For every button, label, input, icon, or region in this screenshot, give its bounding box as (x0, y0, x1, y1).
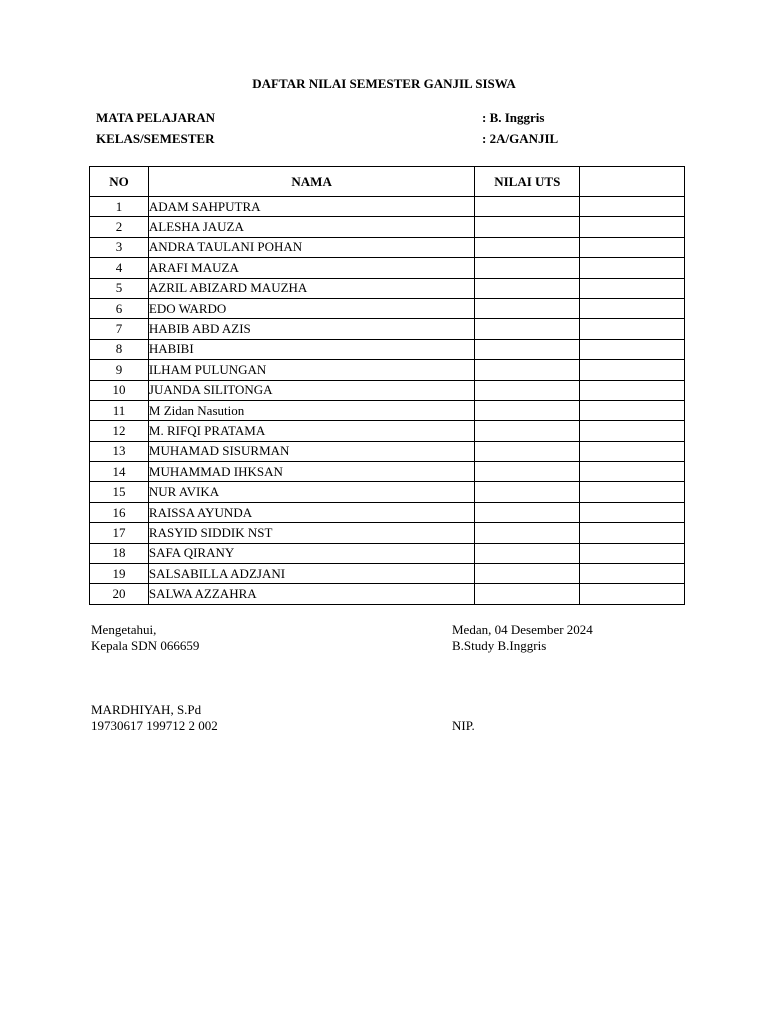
uts-score-cell (475, 298, 580, 318)
extra-cell (580, 523, 685, 543)
student-name: M Zidan Nasution (148, 400, 474, 420)
table-row (90, 217, 685, 237)
extra-cell (580, 543, 685, 563)
table-row (90, 258, 685, 278)
subject-value: : B. Inggris (482, 110, 545, 125)
student-name: SALWA AZZAHRA (148, 584, 474, 604)
row-number: 11 (90, 400, 149, 420)
header-nilai-uts: NILAI UTS (475, 167, 580, 197)
table-row (90, 441, 685, 461)
extra-cell (580, 502, 685, 522)
uts-score-cell (475, 258, 580, 278)
row-number: 9 (90, 360, 149, 380)
table-row (90, 380, 685, 400)
extra-cell (580, 441, 685, 461)
uts-score-cell (475, 360, 580, 380)
uts-score-cell (475, 584, 580, 604)
row-number: 13 (90, 441, 149, 461)
table-row (90, 421, 685, 441)
row-number: 10 (90, 380, 149, 400)
extra-cell (580, 278, 685, 298)
table-row (90, 564, 685, 584)
table-row (90, 339, 685, 359)
row-number: 19 (90, 564, 149, 584)
extra-cell (580, 319, 685, 339)
row-number: 8 (90, 339, 149, 359)
student-name: HABIBI (148, 339, 474, 359)
uts-score-cell (475, 237, 580, 257)
teacher-signature (452, 718, 475, 734)
student-name: ILHAM PULUNGAN (148, 360, 474, 380)
extra-cell (580, 564, 685, 584)
uts-score-cell (475, 482, 580, 502)
extra-cell (580, 298, 685, 318)
uts-score-cell (475, 217, 580, 237)
headmaster-title: Kepala SDN 066659 (91, 638, 200, 653)
student-name: ALESHA JAUZA (148, 217, 474, 237)
student-name: JUANDA SILITONGA (148, 380, 474, 400)
class-value: : 2A/GANJIL (482, 131, 559, 146)
student-name: MUHAMAD SISURMAN (148, 441, 474, 461)
table-row (90, 400, 685, 420)
row-number: 2 (90, 217, 149, 237)
extra-cell (580, 197, 685, 217)
teacher-nip: NIP. (452, 718, 475, 733)
uts-score-cell (475, 523, 580, 543)
row-number: 3 (90, 237, 149, 257)
student-name: SALSABILLA ADZJANI (148, 564, 474, 584)
subject-row (96, 110, 696, 128)
table-row (90, 298, 685, 318)
student-name: RASYID SIDDIK NST (148, 523, 474, 543)
student-name: ARAFI MAUZA (148, 258, 474, 278)
uts-score-cell (475, 400, 580, 420)
uts-score-cell (475, 197, 580, 217)
extra-cell (580, 237, 685, 257)
table-row (90, 237, 685, 257)
student-name: NUR AVIKA (148, 482, 474, 502)
extra-cell (580, 339, 685, 359)
table-row (90, 543, 685, 563)
table-row (90, 319, 685, 339)
uts-score-cell (475, 441, 580, 461)
extra-cell (580, 258, 685, 278)
student-name: ADAM SAHPUTRA (148, 197, 474, 217)
extra-cell (580, 584, 685, 604)
class-label: KELAS/SEMESTER (96, 131, 215, 146)
student-name: M. RIFQI PRATAMA (148, 421, 474, 441)
header-no: NO (90, 167, 149, 197)
extra-cell (580, 217, 685, 237)
uts-score-cell (475, 421, 580, 441)
student-name: MUHAMMAD IHKSAN (148, 462, 474, 482)
uts-score-cell (475, 543, 580, 563)
row-number: 6 (90, 298, 149, 318)
student-name: SAFA QIRANY (148, 543, 474, 563)
document-title: DAFTAR NILAI SEMESTER GANJIL SISWA (252, 76, 516, 91)
table-row (90, 523, 685, 543)
header-nama: NAMA (148, 167, 474, 197)
uts-score-cell (475, 380, 580, 400)
headmaster-signature (91, 702, 218, 734)
table-header-row (90, 167, 685, 197)
table-row (90, 360, 685, 380)
uts-score-cell (475, 502, 580, 522)
table-row (90, 482, 685, 502)
place-date-block (452, 622, 593, 654)
class-row (96, 131, 696, 149)
uts-score-cell (475, 462, 580, 482)
subject-label: MATA PELAJARAN (96, 110, 216, 125)
teacher-title: B.Study B.Inggris (452, 638, 547, 653)
header-extra (580, 167, 685, 197)
uts-score-cell (475, 339, 580, 359)
student-name: EDO WARDO (148, 298, 474, 318)
extra-cell (580, 380, 685, 400)
extra-cell (580, 421, 685, 441)
uts-score-cell (475, 319, 580, 339)
student-name: RAISSA AYUNDA (148, 502, 474, 522)
headmaster-nip: 19730617 199712 2 002 (91, 718, 218, 733)
row-number: 15 (90, 482, 149, 502)
table-row (90, 502, 685, 522)
uts-score-cell (475, 278, 580, 298)
row-number: 1 (90, 197, 149, 217)
student-name: AZRIL ABIZARD MAUZHA (148, 278, 474, 298)
student-name: ANDRA TAULANI POHAN (148, 237, 474, 257)
acknowledgement-block (91, 622, 199, 654)
place-date: Medan, 04 Desember 2024 (452, 622, 593, 637)
student-name: HABIB ABD AZIS (148, 319, 474, 339)
table-row (90, 584, 685, 604)
row-number: 20 (90, 584, 149, 604)
row-number: 7 (90, 319, 149, 339)
extra-cell (580, 360, 685, 380)
row-number: 12 (90, 421, 149, 441)
extra-cell (580, 400, 685, 420)
extra-cell (580, 482, 685, 502)
table-row (90, 278, 685, 298)
grades-table (89, 166, 685, 605)
extra-cell (580, 462, 685, 482)
row-number: 5 (90, 278, 149, 298)
table-row (90, 462, 685, 482)
table-row (90, 197, 685, 217)
uts-score-cell (475, 564, 580, 584)
row-number: 14 (90, 462, 149, 482)
row-number: 18 (90, 543, 149, 563)
row-number: 17 (90, 523, 149, 543)
row-number: 4 (90, 258, 149, 278)
headmaster-name: MARDHIYAH, S.Pd (91, 702, 202, 717)
row-number: 16 (90, 502, 149, 522)
acknowledgement-label: Mengetahui, (91, 622, 157, 637)
